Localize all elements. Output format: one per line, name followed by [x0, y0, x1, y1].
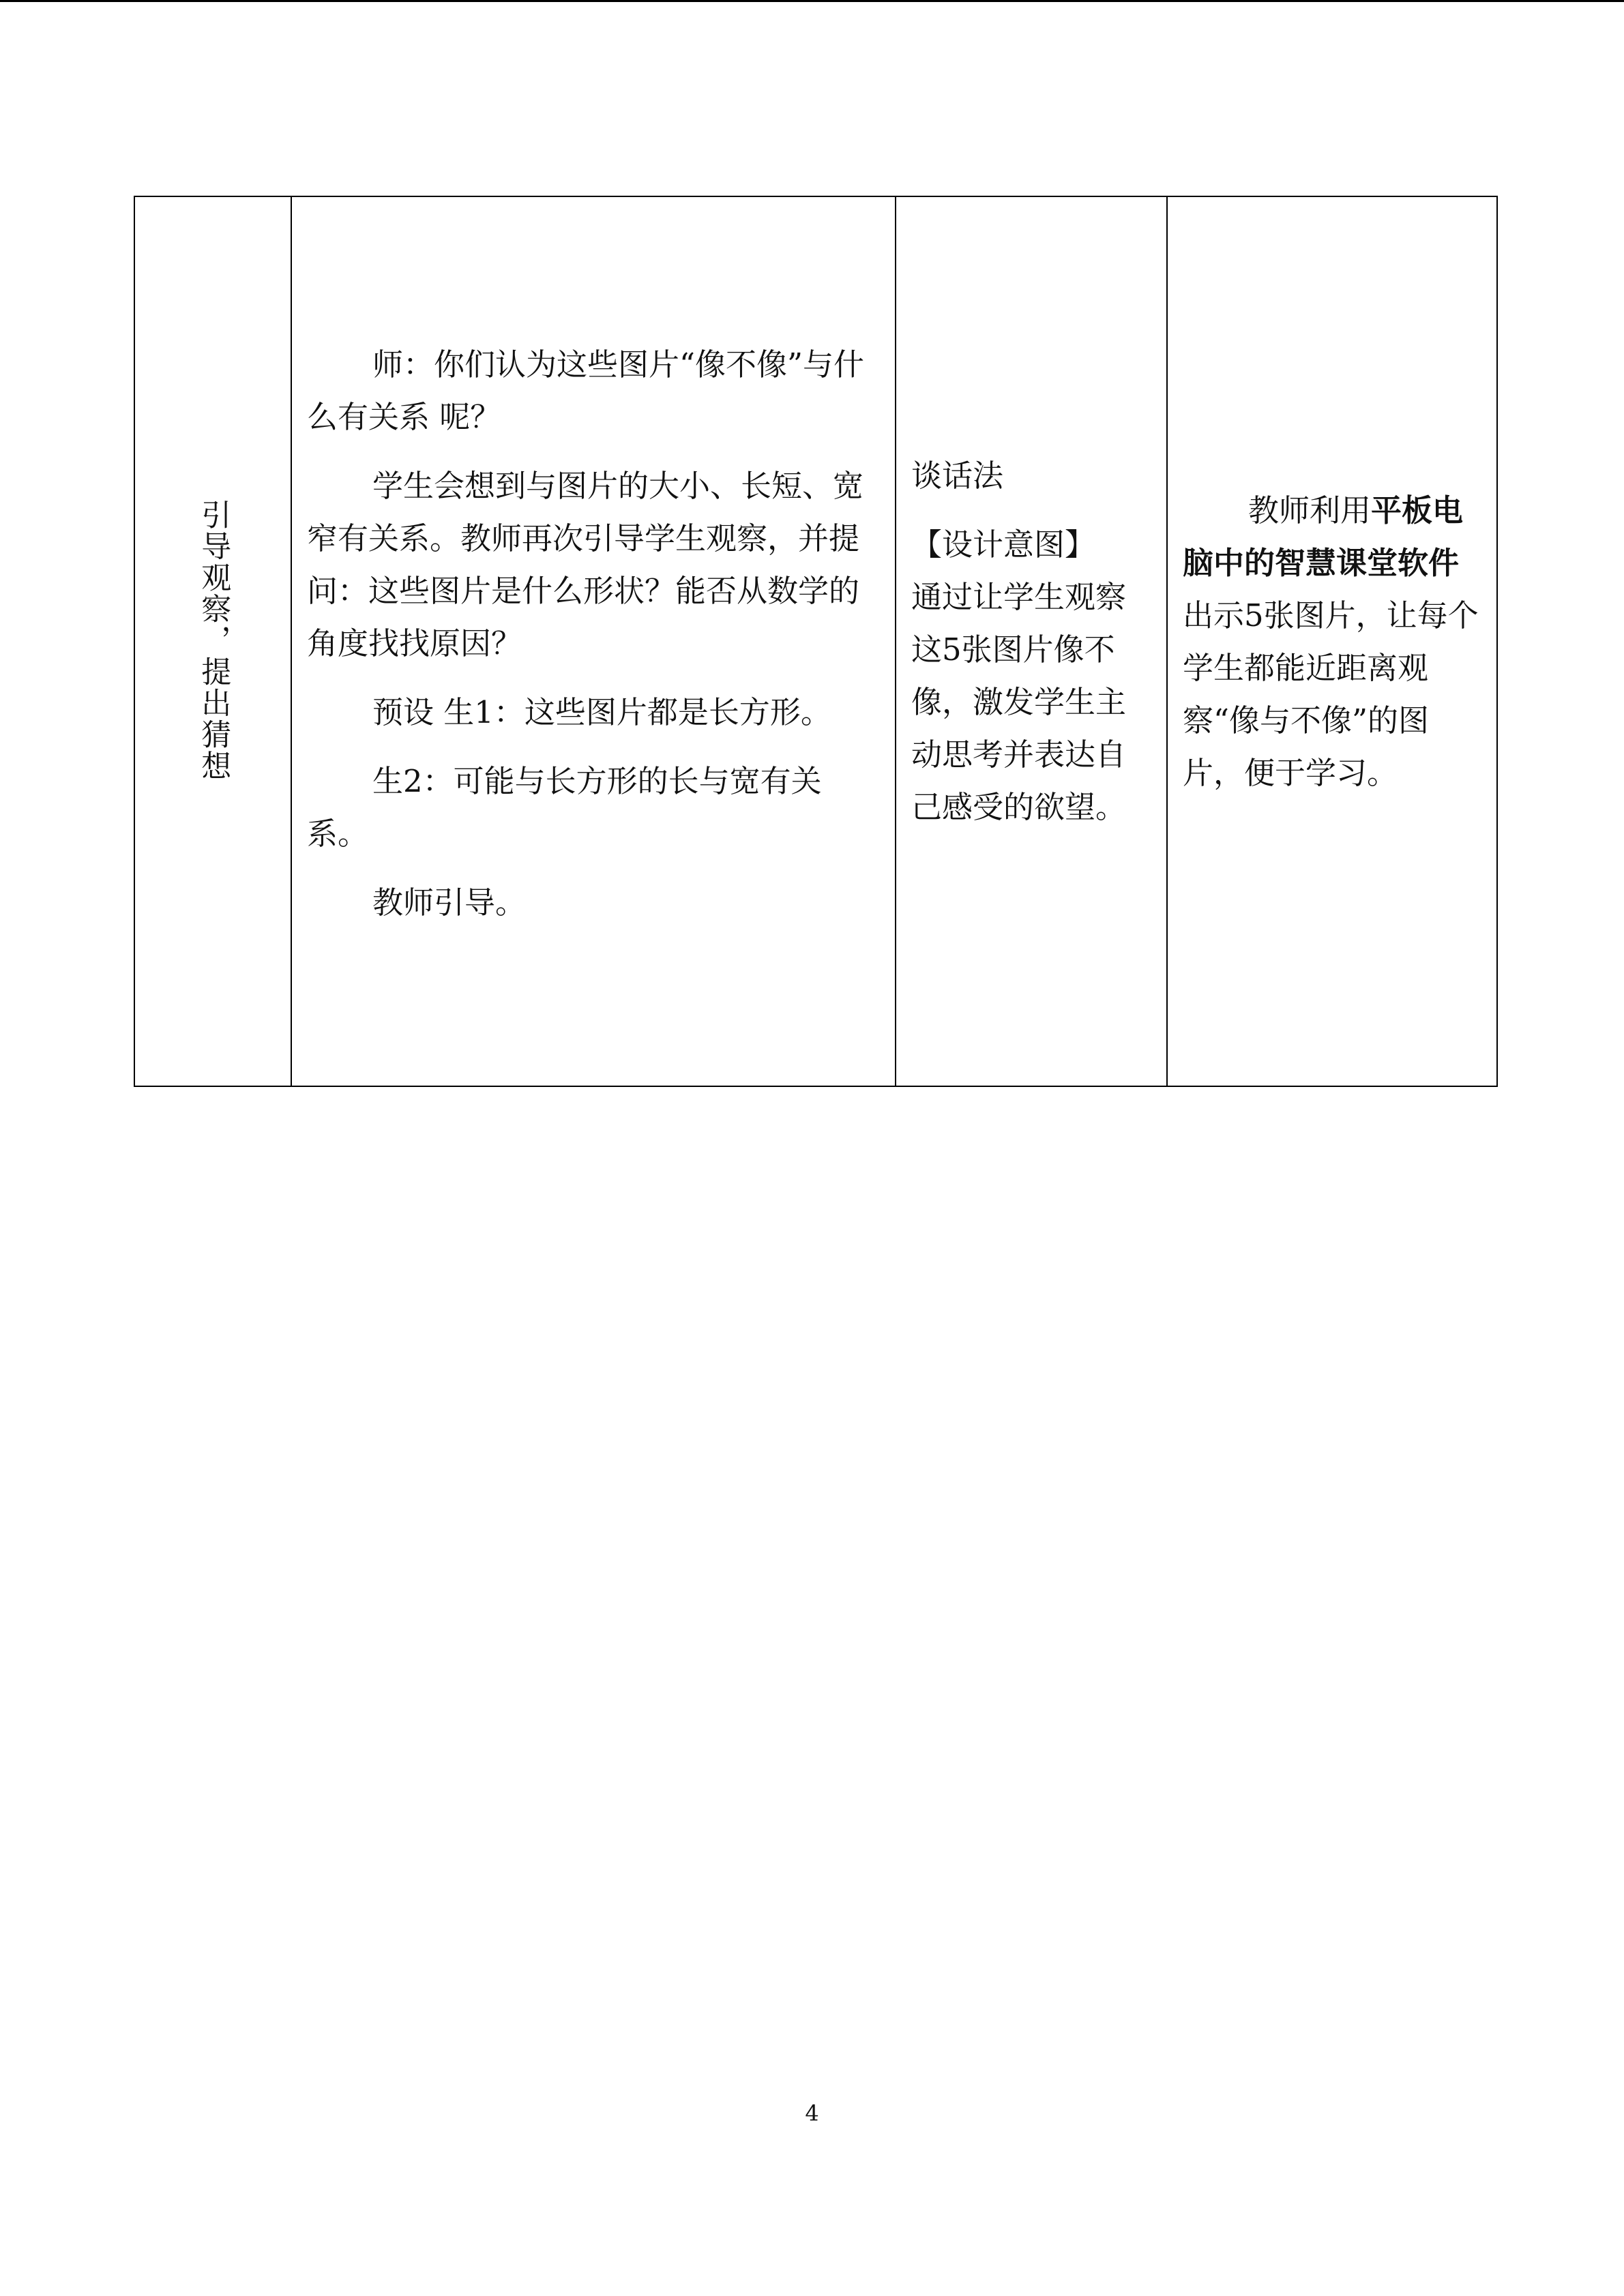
content-paragraph: 教师引导。 [372, 884, 527, 921]
technology-prefix: 教师利用 [1248, 492, 1372, 528]
method-name: 谈话法 [911, 458, 1004, 494]
table-row [134, 196, 1497, 1086]
stage-cell [134, 196, 291, 1086]
design-intent-text: 通过让学生观察这5张图片像不像，激发学生主动思考并表达自己感受的欲望。 [911, 579, 1127, 825]
teaching-content-cell [291, 196, 896, 1086]
top-border-line [0, 0, 1624, 2]
lesson-plan-table [134, 196, 1498, 1087]
page-number: 4 [805, 2100, 819, 2126]
content-paragraph: 预设 生1：这些图片都是长方形。 [372, 694, 831, 730]
design-intent-heading: 【设计意图】 [911, 526, 1096, 563]
teaching-method-cell [896, 196, 1167, 1086]
content-paragraph: 师：你们认为这些图片“像不像”与什么有关系 呢？ [307, 346, 865, 435]
technology-use-cell [1167, 196, 1497, 1086]
technology-highlight: 平板电脑中的智慧课堂软件 [1183, 492, 1464, 581]
technology-suffix: 出示5张图片，让每个学生都能近距离观察“像与不像”的图片，便于学习。 [1183, 597, 1479, 791]
stage-label: 引导观察，提出猜想 [196, 498, 231, 781]
technology-description [1183, 484, 1481, 799]
content-paragraph: 学生会想到与图片的大小、长短、宽窄有关系。教师再次引导学生观察，并提问：这些图片是什么形状？能否从数学的角度找找原因？ [307, 467, 864, 661]
content-paragraph: 生2：可能与长方形的长与宽有关系。 [307, 762, 822, 852]
